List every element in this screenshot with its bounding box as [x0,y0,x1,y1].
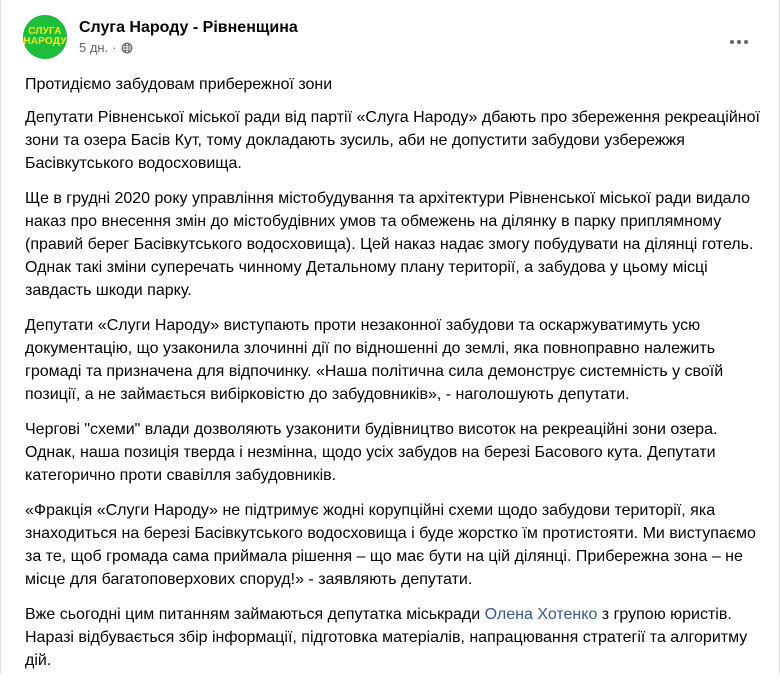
paragraph-6-text-end: з групою юристів. Наразі відбувається збір інформації, підготовка матеріалів, напрацювання стратегії та алгоритму дій. [25,606,748,669]
post-header [23,15,298,59]
post-meta [79,18,298,56]
paragraph-6-text-start: Вже сьогодні цим питанням займаються депутатка міськради [25,606,485,623]
post-paragraph-2: Ще в грудні 2020 року управління містобудування та архітектури Рівненської міської ради видало наказ про внесення змін до містобудівних умов та обмежень на ділянку в парку приплямному (правий берег Басівкутського водосховища). Цей наказ надає змогу побудувати на ділянці готель. Однак такі зміни суперечать чинному Детальному плану території, а забудова у цьому місці завдасть шкоди парку. [25,190,754,299]
post-title: Протидіємо забудовам прибережної зони [25,76,333,93]
post-time-link[interactable]: 5 дн. [79,40,109,55]
avatar-text-line1: СЛУГА [28,26,62,37]
post-paragraph-5: «Фракція «Слуги Народу» не підтримує жодні корупційні схеми щодо забудови території, яка знаходиться на березі Басівкутського водосховища і буде жорстко їм протистояти. Ми виступаємо за те, щоб громада сама приймала рішення – що має бути на цій ділянці. Прибережна зона – не місце для багатоповерхових споруд!» - заявляють депутати. [25,502,756,588]
post-paragraph-6 [25,603,763,672]
post-paragraph-3: Депутати «Слуги Народу» виступають проти незаконної забудови та оскаржуватимуть усю документацію, що узаконила злочинні дії по відношенні до землі, яка повноправно належить громаді та призначена для відпочинку. «Наша політична сила демонструє системність у своїй позиції, а не займається вибірковістю до забудовників», - наголошують депутати. [25,317,724,403]
mention-link-olena-khotenko[interactable]: Олена Хотенко [484,606,598,623]
more-options-icon[interactable] [721,24,757,60]
separator-dot: · [112,40,117,55]
post-subline [79,40,298,56]
globe-icon[interactable] [121,42,133,54]
page-name-link[interactable]: Слуга Народу - Рівненщина [79,19,298,36]
post-paragraph-4: Чергові "схеми" влади дозволяють узаконити будівництво висоток на рекреаційні зони озера. Однак, наша позиція тверда і незмінна, щодо усіх забудов на березі Басового кута. Депутати категорично проти свавілля забудовників. [25,421,718,484]
post-paragraph-1: Депутати Рівненської міської ради від партії «Слуга Народу» дбають про збереження рекреаційної зони та озера Басів Кут, тому докладають зусиль, аби не допустити забудови узбережжя Басівкутського водосховища. [25,109,760,172]
post-body [25,73,763,684]
avatar-text-line2: НАРОДУ [23,36,67,47]
avatar[interactable] [23,15,67,59]
